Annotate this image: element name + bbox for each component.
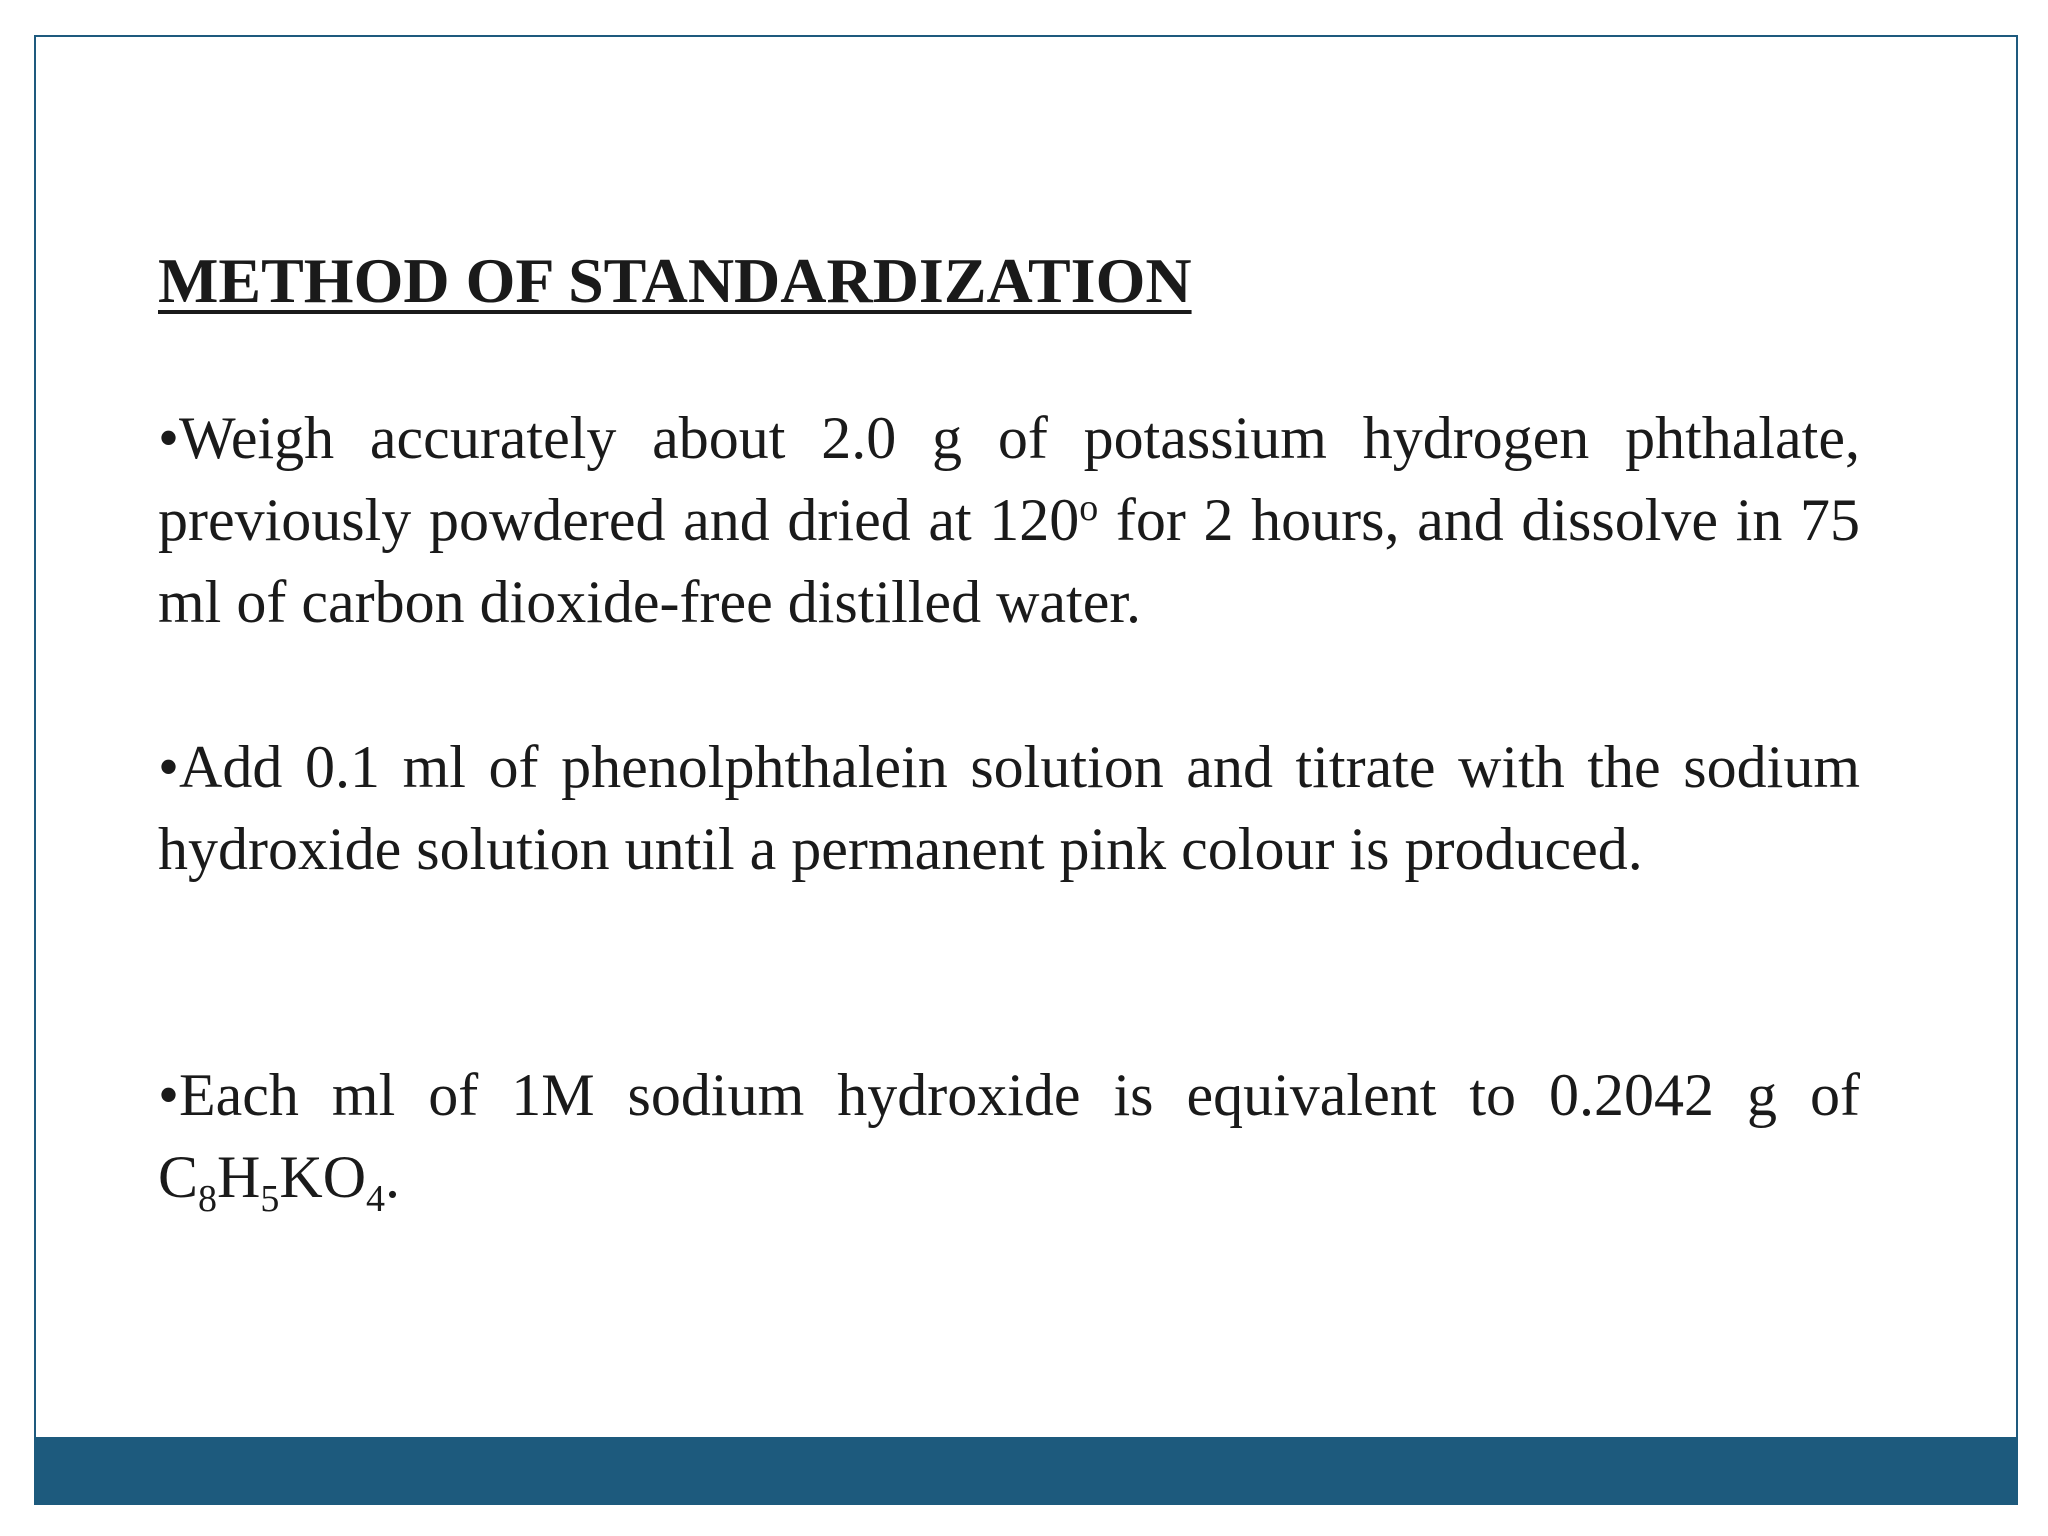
formula-element: KO <box>279 1144 367 1210</box>
bullet-marker: • <box>158 1062 180 1128</box>
bullet-text: for 2 hours, and dissolve in 75 ml of carbon dioxide-free distilled water. <box>158 487 1860 635</box>
footer-accent-bar <box>34 1437 2018 1505</box>
bullet-text: Weigh accurately about 2.0 g of potassium hydrogen phthalate, previously powdered and dried at 120 <box>158 405 1860 553</box>
bullet-titrate <box>158 726 1860 890</box>
formula-subscript: 4 <box>366 1178 386 1220</box>
slide-content <box>158 235 1860 1218</box>
bullet-equivalence <box>158 1054 1860 1218</box>
degree-superscript: o <box>1079 487 1099 529</box>
bullet-text: Each ml of 1M sodium hydroxide is equivalent to 0.2042 g of <box>179 1062 1860 1128</box>
bullet-text: Add 0.1 ml of phenolphthalein solution and titrate with the sodium hydroxide solution until a permanent pink colour is produced. <box>158 734 1860 882</box>
chemical-formula <box>158 1144 386 1220</box>
formula-element: C <box>158 1144 199 1210</box>
slide-title: METHOD OF STANDARDIZATION <box>158 245 1192 316</box>
bullet-weigh <box>158 397 1860 643</box>
formula-subscript: 8 <box>198 1178 218 1220</box>
bullet-marker: • <box>158 734 180 800</box>
bullet-text: . <box>385 1144 401 1210</box>
formula-element: H <box>217 1144 261 1210</box>
bullet-marker: • <box>158 405 180 471</box>
formula-subscript: 5 <box>260 1178 280 1220</box>
